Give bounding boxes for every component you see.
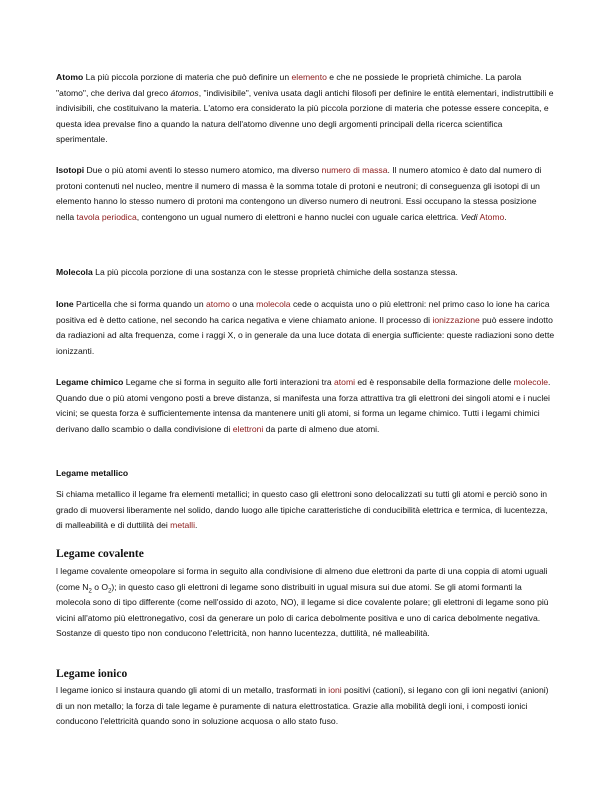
entry-text: o una: [229, 299, 257, 309]
link-tavola-periodica[interactable]: tavola periodica: [76, 211, 137, 222]
emphasis-vedi: Vedi: [460, 211, 478, 222]
heading-legame-metallico: Legame metallico: [56, 468, 129, 478]
entry-text: ed è responsabile della formazione delle: [355, 377, 514, 387]
entry-text: l legame covalente omeopolare si forma in seguito alla condivisione di almeno due elettroni da parte di una coppia di atomi uguali (come N: [56, 566, 548, 592]
entry-text: La più piccola porzione di materia che può definire un: [83, 72, 292, 82]
entry-molecola: [56, 265, 556, 281]
entry-text: .: [195, 520, 198, 530]
link-metalli[interactable]: metalli: [170, 520, 196, 530]
entry-text: da parte di almeno due atomi.: [263, 423, 380, 434]
link-atomi[interactable]: atomi: [334, 377, 356, 387]
term-ione: Ione: [56, 299, 74, 309]
entry-text: positivi (cationi), si legano con gli ioni negativi (anioni) di un non metallo; la forza di tale legame è puramente di natura elettrostatica. Grazie alla mobilità degli ioni, i composti ionici conducono l'elettricità quando sono in soluzione acquosa o allo stato fuso.: [56, 685, 549, 726]
term-molecola: Molecola: [56, 267, 93, 277]
link-elettroni[interactable]: elettroni: [232, 423, 264, 434]
entry-text: La più piccola porzione di una sostanza con le stesse proprietà chimiche della sostanza stessa.: [92, 267, 458, 277]
link-molecole[interactable]: molecole: [513, 377, 549, 387]
entry-legame-chimico: [56, 375, 556, 437]
entry-isotopi: [56, 163, 556, 225]
entry-text: . Quando due o più atomi vengono posti a breve distanza, si manifesta una forza attrattiva tra gli elettroni dei singoli atomi e i nuclei vicini; se questa forza è sufficientemente intensa da mantenere uniti gli atomi, si forma un legame chimico. Tutti i legami chimici derivano dallo scambio o dalla condivisione di: [56, 377, 551, 434]
entry-text: può essere indotto da radiazioni ad alta frequenza, come i raggi X, o in generale da una luce dotata di energia sufficiente: queste radiazioni sono dette ionizzanti.: [56, 314, 555, 356]
entry-text: .: [504, 211, 507, 222]
entry-text: Due o più atomi aventi lo stesso numero atomico, ma diverso: [84, 165, 322, 175]
link-ioni[interactable]: ioni: [328, 685, 342, 695]
heading-legame-ionico: Legame ionico: [56, 668, 128, 680]
subscript: 2: [88, 588, 92, 595]
emphasis-atomos: átomos: [170, 87, 199, 98]
entry-legame-covalente: [56, 564, 556, 642]
entry-atomo: [56, 70, 556, 148]
link-atomo[interactable]: atomo: [206, 299, 230, 309]
link-ionizzazione[interactable]: ionizzazione: [432, 314, 480, 325]
entry-text: Legame che si forma in seguito alle forti interazioni tra: [123, 377, 334, 387]
term-legame-chimico: Legame chimico: [56, 377, 124, 387]
entry-text: cede o acquista uno o più elettroni: nel primo caso lo ione ha carica positiva ed è detto catione, nel secondo ha carica negativa e viene chiamato anione. Il processo di: [56, 299, 550, 325]
entry-text: l legame ionico si instaura quando gli atomi di un metallo, trasformati in: [56, 685, 329, 695]
entry-text: ); in questo caso gli elettroni di legame sono distribuiti in ugual misura sui due atomi. Se gli atomi formanti la molecola sono di tipo differente (come nell'ossido di azoto, NO), il legame si dice covalente polare; gli elettroni di legame sono più vicini all'atomo più elettronegativo, così da generare un polo di carica debolmente positiva e uno di carica debolmente negativa. Sostanze di questo tipo non conducono l'elettricità, non hanno lucentezza, duttilità, né malleabilità.: [56, 581, 549, 638]
heading-legame-covalente: Legame covalente: [56, 548, 144, 560]
entry-ione: [56, 297, 556, 359]
link-numero-di-massa[interactable]: numero di massa: [321, 165, 388, 175]
entry-text: , "indivisibile", veniva usata dagli antichi filosofi per definire le entità elementari, indistruttibili e indivisibili, che costituivano la materia. L'atomo era considerato la più piccola porzione di materia che potesse essere concepita, e questa idea prevalse fino a quando la natura dell'atomo divenne uno degli argomenti principali della ricerca scientifica sperimentale.: [56, 87, 554, 144]
entry-text: , contengono un ugual numero di elettroni e hanno nuclei con uguale carica elettrica.: [136, 211, 461, 222]
entry-text: Particella che si forma quando un: [73, 299, 206, 309]
term-isotopi: Isotopi: [56, 165, 85, 175]
entry-legame-ionico: [56, 683, 556, 730]
entry-text: . Il numero atomico è dato dal numero di protoni contenuti nel nucleo, mentre il numero di massa è la somma totale di protoni e neutroni; di conseguenza gli isotopi di un elemento hanno lo stesso numero di protoni ma contengono un diverso numero di neutroni. Essi occupano la stessa posizione nella: [56, 165, 542, 222]
subscript: 2: [108, 588, 112, 595]
term-atomo: Atomo: [56, 72, 84, 82]
entry-text: e che ne possiede le proprietà chimiche. La parola "atomo", che deriva dal greco: [56, 72, 522, 98]
link-elemento[interactable]: elemento: [291, 72, 327, 82]
link-atomo[interactable]: Atomo: [479, 211, 505, 222]
entry-text: o O: [91, 581, 109, 592]
entry-text: Si chiama metallico il legame fra elementi metallici; in questo caso gli elettroni sono delocalizzati su tutti gli atomi e perciò sono in grado di muoversi liberamente nel solido, dando luogo alle tipiche caratteristiche di conducibilità elettrica e termica, di lucentezza, di malleabilità e di duttilità dei: [56, 489, 548, 530]
link-molecola[interactable]: molecola: [256, 299, 291, 309]
entry-legame-metallico: [56, 487, 556, 534]
